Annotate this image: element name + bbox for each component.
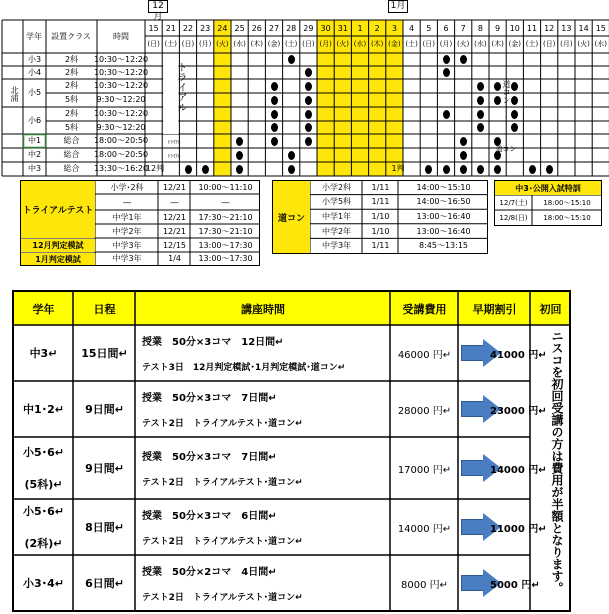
- schedule-row-7-grade: 中1: [27, 136, 42, 145]
- weekday-25: (月): [560, 40, 573, 48]
- fee-content-line2: テスト2日 トライアルテスト･道コン↵: [142, 537, 303, 547]
- dokon-label-1: 道コン: [502, 80, 511, 104]
- date-24: 12: [544, 23, 555, 33]
- session-dot: [477, 123, 484, 132]
- jan-exam-title: 1月判定模試: [21, 253, 95, 265]
- fee-table: [12, 290, 604, 612]
- schedule-row-3-class: 2科: [64, 81, 79, 90]
- weekday-23: (土): [525, 40, 539, 48]
- date-23: 11: [526, 23, 538, 33]
- fee-row-3-days: 9日間↵: [85, 462, 124, 475]
- trial-row-1-date: 12/21: [162, 182, 187, 192]
- special-row-1-date: 12/7(土): [499, 199, 528, 207]
- december-label: 12月: [148, 0, 168, 13]
- fee-content-line1: 授業 50分×3コマ 6日間↵: [142, 511, 277, 522]
- fee-row-5-fee: 8000 円↵: [400, 579, 448, 591]
- schedule-row-8-grade: 中2: [27, 150, 42, 159]
- session-dot: [236, 151, 243, 160]
- fee-grade-text: 中1･2↵: [22, 403, 65, 416]
- fee-header-grade: 学年: [32, 302, 55, 316]
- date-25: 13: [561, 23, 572, 33]
- weekday-24: (日): [542, 40, 556, 48]
- fee-row-5-early: 5000 円↵: [490, 579, 540, 591]
- weekday-6: (水): [233, 40, 246, 48]
- trial-row-3-time: 17:30～21:10: [198, 212, 253, 222]
- weekday-2: (土): [164, 40, 178, 48]
- fee-content-line2: テスト2日 トライアルテスト･道コン↵: [142, 419, 303, 429]
- dokon-row-3-date: 1/10: [371, 211, 390, 221]
- date-9: 28: [286, 23, 297, 33]
- weekday-20: (水): [474, 40, 487, 48]
- date-7: 26: [251, 23, 262, 33]
- dokon-row-4-grade: 中学2年: [321, 226, 352, 236]
- header-time: 時間: [113, 31, 129, 41]
- dokon-row-5-time: 8:45～13:15: [418, 241, 469, 251]
- session-dot: [443, 68, 450, 77]
- dokon-row-3-grade: 中学1年: [321, 211, 352, 221]
- dec-exam-time: 13:00～17:30: [198, 240, 253, 250]
- trial-row-2-grade: ―: [123, 197, 131, 207]
- weekday-8: (金): [267, 40, 281, 48]
- fee-row-1-grade: [14, 325, 73, 381]
- schedule-row-1-class: 2科: [64, 54, 79, 64]
- schedule-row-9-grade: 中3: [27, 164, 42, 173]
- trial-row-1-grade: 小学･2科: [110, 182, 144, 192]
- session-dot: [511, 110, 518, 119]
- session-dot: [271, 82, 278, 91]
- date-4: 23: [200, 23, 211, 33]
- weekday-9: (土): [284, 40, 298, 48]
- schedule-row-2-time: 10:30～12:20: [93, 67, 149, 77]
- session-dot: [477, 96, 484, 105]
- schedule-row-4-grade: [23, 93, 46, 107]
- trial-title: トライアルテスト: [21, 181, 95, 238]
- fee-content-line2: テスト3日 12月判定模試･1月判定模試･道コン↵: [142, 363, 346, 373]
- fee-row-5-grade: [14, 555, 73, 611]
- fee-row-5-days: 6日間↵: [85, 577, 124, 590]
- session-dot: [236, 137, 243, 146]
- fee-row-1-early: 41000 円↵: [490, 349, 547, 361]
- schedule-row-5-class: 2科: [64, 109, 79, 118]
- schedule-row-4-class: 5科: [64, 95, 79, 104]
- jan-exam-grade: 中学3年: [112, 254, 142, 263]
- special-row-1-time: 18:00～15:10: [543, 199, 591, 207]
- date-17: 5: [426, 23, 432, 33]
- dec-exam-date: 12/15: [162, 240, 187, 250]
- fee-row-4-content: [142, 499, 388, 555]
- header-class: 設置クラス: [51, 31, 91, 41]
- schedule-row-6-time: 9:30～12:20: [96, 122, 146, 132]
- fee-row-2-content: [142, 381, 388, 437]
- session-dot: [288, 151, 295, 160]
- trial-row-3-grade: 中学1年: [112, 212, 142, 222]
- dokon-title: 道コン: [273, 181, 310, 253]
- date-11: 30: [320, 23, 331, 33]
- fee-row-4-days: 8日間↵: [85, 521, 124, 534]
- fee-header-early: 早期割引: [472, 302, 517, 316]
- schedule-table: [0, 0, 609, 178]
- dec-exam-title: 12月判定模試: [21, 239, 95, 252]
- schedule-row-9-class: 総合: [63, 164, 80, 173]
- date-3: 22: [182, 23, 194, 33]
- date-21: 9: [495, 23, 501, 33]
- session-dot: [305, 68, 312, 77]
- schedule-row-3-grade: 小5: [27, 88, 42, 97]
- weekday-21: (木): [491, 40, 504, 48]
- date-22: 10: [509, 23, 520, 33]
- date-13: 1: [357, 23, 363, 33]
- session-dot: [511, 96, 518, 105]
- fee-row-3-early: 14000 円↵: [490, 464, 547, 476]
- fee-row-1-days: 15日間↵: [81, 347, 128, 360]
- session-dot: [271, 137, 278, 146]
- dokon-row-2-time: 14:00～16:50: [416, 197, 471, 207]
- fee-row-2-grade: [14, 381, 73, 437]
- weekday-26: (火): [577, 40, 590, 48]
- dokon-row-1-time: 14:00～15:10: [416, 182, 471, 192]
- date-12: 31: [337, 23, 348, 33]
- fee-content-line1: 授業 50分×3コマ 12日間↵: [142, 337, 284, 348]
- schedule-row-1-grade: 小3: [27, 54, 42, 64]
- schedule-row-3-time: 10:30～12:20: [93, 81, 149, 90]
- january-label: 1月: [388, 0, 408, 13]
- schedule-row-7-time: 18:00～20:50: [93, 136, 149, 145]
- weekday-5: (火): [216, 40, 229, 48]
- date-16: 4: [409, 23, 415, 33]
- weekday-10: (日): [302, 40, 315, 48]
- header-grade: 学年: [26, 31, 42, 41]
- trial-row-3-date: 12/21: [162, 212, 187, 222]
- session-dot: [460, 165, 467, 174]
- dokon-row-1-date: 1/11: [371, 182, 390, 192]
- fee-content-line2: テスト2日 トライアルテスト･道コン↵: [142, 478, 303, 488]
- fee-row-4-grade: [14, 499, 73, 555]
- date-1: 15: [148, 23, 159, 33]
- schedule-row-2-grade: 小4: [27, 67, 42, 77]
- session-dot: [443, 165, 450, 174]
- weekday-1: (日): [147, 40, 160, 48]
- fee-content-line1: 授業 50分×3コマ 7日間↵: [142, 452, 277, 463]
- session-dot: [460, 55, 467, 64]
- dec-exam-cell: 12判: [145, 164, 165, 173]
- date-10: 29: [303, 23, 314, 33]
- session-dot: [185, 165, 192, 174]
- date-20: 8: [477, 23, 483, 33]
- schedule-row-8-time: 18:00～20:50: [93, 150, 149, 159]
- schedule-row-6-class: 5科: [64, 122, 79, 132]
- dec-exam-grade: 中学3年: [112, 240, 142, 250]
- fee-content-line1: 授業 50分×2コマ 4日間↵: [142, 567, 277, 578]
- weekday-12: (火): [336, 40, 350, 48]
- fee-header-fee: 受講費用: [402, 302, 447, 316]
- trial-row-4-grade: 中学2年: [112, 226, 142, 236]
- weekday-27: (水): [594, 40, 608, 48]
- date-2: 21: [165, 23, 176, 33]
- schedule-row-5-time: 10:30～12:20: [93, 109, 149, 118]
- session-dot: [202, 165, 209, 174]
- fee-row-4-early: 11000 円↵: [490, 523, 547, 535]
- special-title: 中3･公開入試特訓: [495, 181, 601, 195]
- trial-label: トライアル: [175, 62, 186, 112]
- fee-content-line1: 授業 50分×3コマ 7日間↵: [142, 393, 277, 404]
- date-26: 14: [578, 23, 589, 33]
- session-dot: [271, 123, 278, 132]
- fee-grade-text: 中3↵: [29, 347, 58, 360]
- weekday-19: (火): [456, 40, 470, 48]
- session-dot: [305, 110, 312, 119]
- dokon-row-4-time: 13:00～16:40: [416, 226, 471, 236]
- fee-row-3-fee: 17000 円↵: [397, 464, 452, 476]
- weekday-4: (月): [198, 40, 212, 48]
- session-dot: [305, 137, 312, 146]
- session-dot: [288, 55, 295, 64]
- session-dot: [425, 165, 432, 174]
- trial-small-jr2: ﾄﾗｲｱﾙ: [167, 153, 181, 160]
- date-27: 15: [595, 23, 606, 33]
- session-dot: [460, 137, 467, 146]
- session-dot: [443, 110, 450, 119]
- trial-test-table: [20, 180, 260, 266]
- session-dot: [271, 110, 278, 119]
- session-dot: [529, 165, 536, 174]
- first-time-note: ニスコを初回受講の方は費用が半額となります。: [550, 330, 564, 594]
- weekday-17: (日): [422, 40, 436, 48]
- fee-row-5-content: [142, 555, 388, 611]
- fee-grade-text: 小5･6↵: [22, 446, 65, 459]
- trial-row-2-date: ―: [170, 197, 179, 207]
- schedule-row-9-time: 13:30～16:20: [93, 164, 149, 173]
- fee-row-2-days: 9日間↵: [85, 403, 124, 416]
- session-dot: [460, 151, 467, 160]
- schedule-row-6-grade: [23, 121, 46, 134]
- trial-row-4-date: 12/21: [162, 226, 187, 236]
- weekday-16: (土): [405, 40, 418, 48]
- session-dot: [494, 165, 501, 174]
- jan-exam-date: 1/4: [168, 254, 181, 263]
- session-dot: [546, 165, 553, 174]
- fee-grade-text: 小3･4↵: [22, 577, 65, 590]
- fee-row-2-early: 23000 円↵: [490, 405, 547, 417]
- schedule-row-4-time: 9:30～12:20: [96, 95, 146, 104]
- date-8: 27: [268, 23, 280, 33]
- fee-grade-subtext: (2科)↵: [24, 537, 63, 550]
- date-5: 24: [217, 23, 228, 33]
- session-dot: [477, 82, 484, 91]
- weekday-7: (木): [250, 40, 264, 48]
- dokon-row-2-grade: 小学5科: [321, 197, 352, 207]
- weekday-14: (木): [370, 40, 384, 48]
- session-dot: [305, 82, 312, 91]
- fee-header-first: 初回: [539, 302, 562, 316]
- session-dot: [443, 55, 450, 64]
- special-row-2-time: 18:00～15:10: [543, 214, 591, 222]
- dokon-table: [272, 180, 488, 254]
- special-training-table: [494, 180, 602, 226]
- fee-grade-text: 小5･6↵: [22, 505, 65, 518]
- session-dot: [477, 110, 484, 119]
- weekday-3: (日): [181, 40, 195, 48]
- dokon-row-4-date: 1/10: [371, 226, 390, 236]
- fee-grade-subtext: (5科)↵: [24, 478, 63, 491]
- session-dot: [305, 123, 312, 132]
- fee-content-line2: テスト2日 トライアルテスト･道コン↵: [142, 593, 303, 603]
- date-6: 25: [234, 23, 245, 33]
- weekday-22: (金): [508, 40, 522, 48]
- area-label: 北浦: [10, 86, 19, 102]
- fee-row-4-fee: 14000 円↵: [397, 523, 452, 535]
- schedule-row-8-class: 総合: [63, 150, 80, 159]
- jan-exam-cell: 1判: [391, 164, 405, 173]
- trial-row-4-time: 17:30～21:10: [198, 226, 253, 236]
- schedule-row-1-time: 10:30～12:20: [93, 54, 149, 64]
- trial-row-1-time: 10:00～11:10: [198, 182, 253, 192]
- schedule-row-7-class: 総合: [63, 136, 80, 145]
- weekday-15: (金): [388, 40, 401, 48]
- dokon-row-5-grade: 中学3年: [321, 241, 352, 251]
- weekday-11: (月): [319, 40, 332, 48]
- session-dot: [236, 165, 243, 174]
- date-14: 2: [374, 23, 380, 33]
- dokon-label-2: 道コン: [495, 144, 517, 153]
- jan-exam-time: 13:00～17:30: [198, 254, 253, 263]
- fee-header-content: 講座時間: [241, 302, 285, 316]
- date-15: 3: [391, 23, 397, 33]
- schedule-row-2-class: 2科: [64, 67, 79, 77]
- session-dot: [305, 96, 312, 105]
- dokon-row-5-date: 1/11: [371, 241, 390, 251]
- schedule-row-5-grade: 小6: [27, 115, 42, 125]
- trial-row-2-time: ―: [221, 197, 230, 207]
- weekday-18: (月): [439, 40, 453, 48]
- session-dot: [477, 165, 484, 174]
- dokon-row-3-time: 13:00～16:40: [416, 211, 471, 221]
- date-19: 7: [460, 23, 466, 33]
- session-dot: [288, 165, 295, 174]
- weekday-13: (水): [353, 40, 367, 48]
- fee-row-2-fee: 28000 円↵: [397, 405, 452, 417]
- fee-header-days: 日程: [93, 302, 116, 316]
- fee-row-1-fee: 46000 円↵: [397, 349, 452, 361]
- session-dot: [511, 82, 518, 91]
- fee-row-3-content: [142, 437, 388, 499]
- date-18: 6: [443, 23, 449, 33]
- special-row-2-date: 12/8(日): [499, 214, 528, 222]
- fee-row-3-grade: [14, 437, 73, 499]
- dokon-row-1-grade: 小学2科: [321, 182, 352, 192]
- trial-small-jr1: ﾄﾗｲｱﾙ: [167, 139, 181, 146]
- fee-row-1-content: [142, 325, 388, 381]
- session-dot: [271, 96, 278, 105]
- dokon-row-2-date: 1/11: [371, 197, 390, 207]
